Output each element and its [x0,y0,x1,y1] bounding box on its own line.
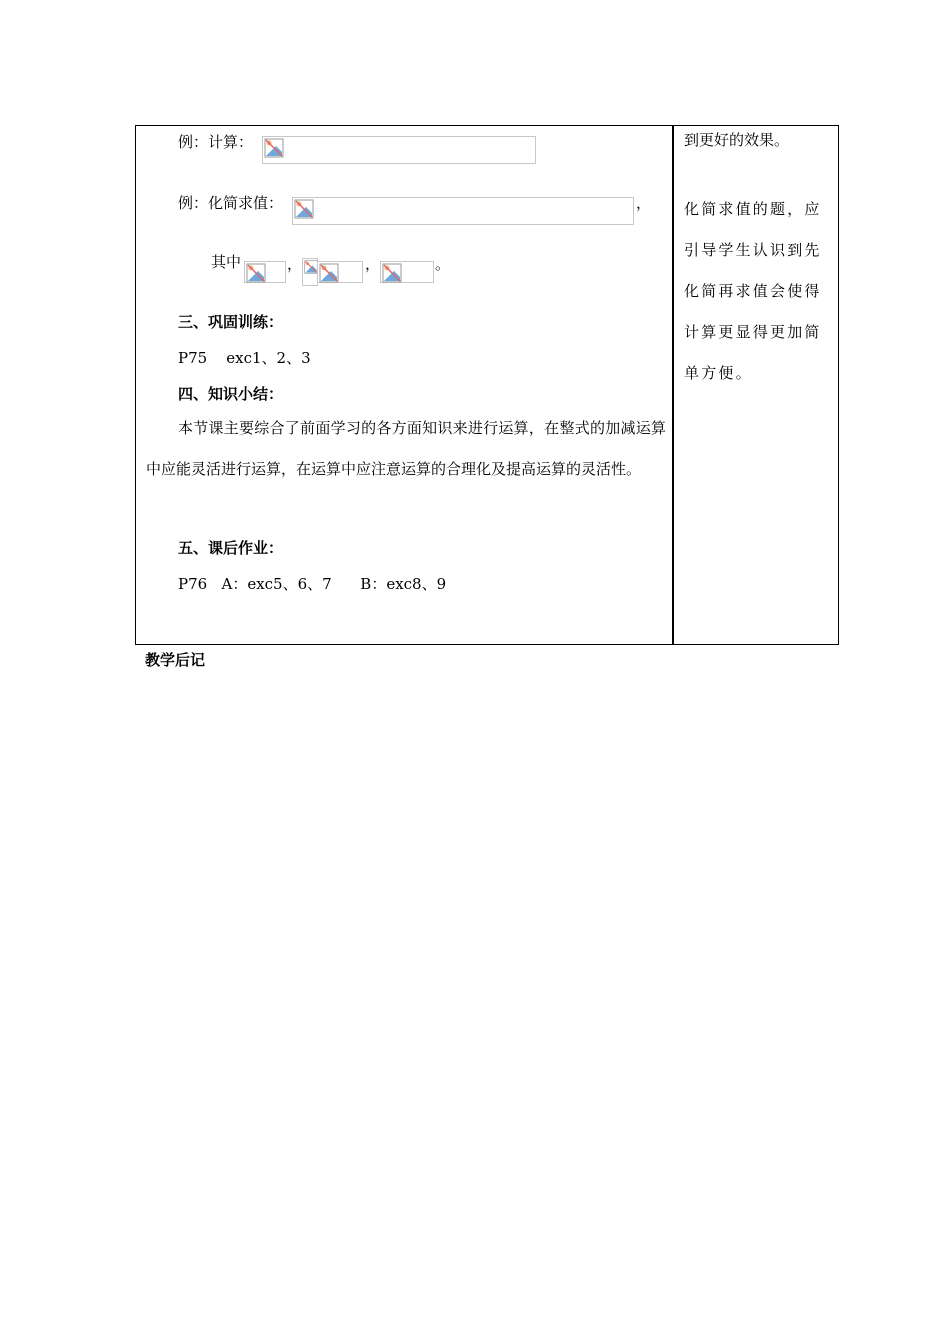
note-line: 化简求值的题，应 [684,200,822,218]
note-line: 引导学生认识到先 [684,241,822,259]
lesson-notes-cell [674,126,838,644]
example1-label: 例：计算： [178,133,254,151]
section3-title: 三、巩固训练： [178,313,284,331]
period: 。 [435,255,451,273]
formula-image-5 [317,261,363,283]
formula-image-6 [380,261,434,283]
section5-title: 五、课后作业： [178,539,284,557]
note-line: 化简再求值会使得 [684,282,822,300]
section4-title: 四、知识小结： [178,385,284,403]
section5-content: P76 A：exc5、6、7 B：exc8、9 [178,575,447,593]
broken-image-icon [319,263,339,283]
broken-image-icon [294,199,314,219]
broken-image-icon [264,138,284,158]
note-line: 单方便。 [684,364,753,382]
example2-comma: ， [636,194,652,212]
section3-content: P75 exc1、2、3 [178,349,311,367]
broken-image-icon [382,263,402,283]
formula-image-1 [262,136,536,164]
formula-image-2 [292,197,634,225]
separator-1: ， [287,255,303,273]
note-line: 计算更显得更加简 [684,323,822,341]
broken-image-icon [304,260,318,274]
lesson-table [135,125,839,645]
teaching-postscript-title: 教学后记 [145,651,206,669]
note-line: 到更好的效果。 [684,131,790,149]
lesson-main-cell [136,126,672,644]
where-label: 其中 [211,253,242,271]
formula-image-3 [244,261,286,283]
separator-2: ， [365,255,381,273]
broken-image-icon [246,263,266,283]
example2-label: 例：化简求值： [178,194,284,212]
summary-paragraph: 本节课主要综合了前面学习的各方面知识来进行运算，在整式的加减运算中应能灵活进行运算，在运算中应注意运算的合理化及提高运算的灵活性。 [146,419,666,478]
formula-image-4 [302,258,318,286]
